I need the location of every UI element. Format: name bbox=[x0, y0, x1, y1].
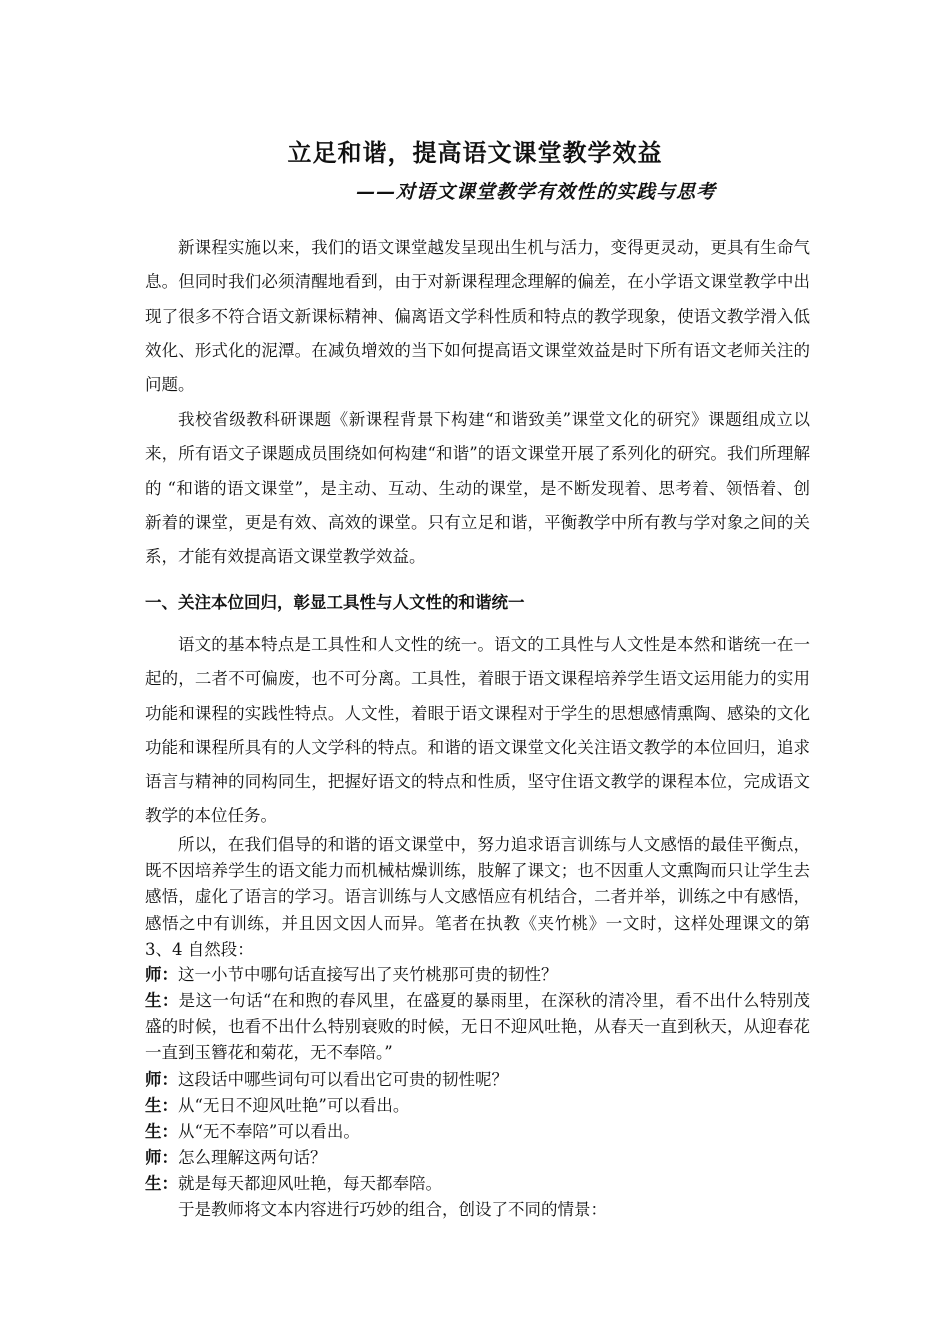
speaker-label: 生： bbox=[145, 991, 179, 1010]
dialogue-line bbox=[145, 1119, 810, 1145]
speaker-label: 生： bbox=[145, 1122, 178, 1141]
dialogue-text: 就是每天都迎风吐艳，每天都奉陪。 bbox=[178, 1174, 442, 1193]
speaker-label: 生： bbox=[145, 1174, 178, 1193]
speaker-label: 师： bbox=[145, 965, 178, 984]
dialogue-line bbox=[145, 1171, 810, 1197]
paragraph-research: 我校省级教科研课题《新课程背景下构建“和谐致美”课堂文化的研究》课题组成立以来，所有语文子课题成员围绕如何构建“和谐”的语文课堂开展了系列化的研究。我们所理解的 “和谐的语文课堂”，是主动、互动、生动的课堂，是不断发现着、思考着、领悟着、创新着的课堂，更是有效、高效的课堂。只有立足和谐，平衡教学中所有教与学对象之间的关系，才能有效提高语文课堂教学效益。 bbox=[145, 410, 810, 567]
dialogue-line bbox=[145, 962, 810, 988]
dialogue-line bbox=[145, 1093, 810, 1119]
paragraph-intro: 新课程实施以来，我们的语文课堂越发呈现出生机与活力，变得更灵动，更具有生命气息。但同时我们必须清醒地看到，由于对新课程理念理解的偏差，在小学语文课堂教学中出现了很多不符合语文新课标精神、偏离语文学科性质和特点的教学现象，使语文教学滑入低效化、形式化的泥潭。在减负增效的当下如何提高语文课堂效益是时下所有语文老师关注的问题。 bbox=[145, 238, 810, 395]
dialogue-line bbox=[145, 1067, 810, 1093]
speaker-label: 师： bbox=[145, 1148, 178, 1167]
dialogue-text: 是这一句话“在和煦的春风里，在盛夏的暴雨里，在深秋的清冷里，看不出什么特别茂盛的时候，也看不出什么特别衰败的时候，无日不迎风吐艳，从春天一直到秋天，从迎春花一直到玉簪花和菊花，无不奉陪。” bbox=[145, 991, 810, 1063]
paragraph-characteristics: 语文的基本特点是工具性和人文性的统一。语文的工具性与人文性是本然和谐统一在一起的，二者不可偏废，也不可分离。工具性，着眼于语文课程培养学生语文运用能力的实用功能和课程的实践性特点。人文性，着眼于语文课程对于学生的思想感情熏陶、感染的文化功能和课程所具有的人文学科的特点。和谐的语文课堂文化关注语文教学的本位回归，追求语言与精神的同构同生，把握好语文的特点和性质，坚守住语文教学的课程本位，完成语文教学的本位任务。 bbox=[145, 635, 810, 826]
dialogue-text: 从“无不奉陪”可以看出。 bbox=[178, 1122, 360, 1141]
dialogue-line bbox=[145, 988, 810, 1067]
paragraph-scenario: 于是教师将文本内容进行巧妙的组合，创设了不同的情景： bbox=[178, 1200, 607, 1219]
document-subtitle: ——对语文课堂教学有效性的实践与思考 bbox=[356, 181, 717, 203]
dialogue-text: 这一小节中哪句话直接写出了夹竹桃那可贵的韧性？ bbox=[178, 965, 558, 984]
dialogue-text: 怎么理解这两句话？ bbox=[178, 1148, 327, 1167]
dialogue-text: 这段话中哪些词句可以看出它可贵的韧性呢？ bbox=[178, 1070, 508, 1089]
dialogue-line bbox=[145, 1145, 810, 1171]
document-title: 立足和谐，提高语文课堂教学效益 bbox=[287, 139, 663, 167]
section-heading: 一、关注本位回归，彰显工具性与人文性的和谐统一 bbox=[145, 593, 525, 612]
dialogue-text: 从“无日不迎风吐艳”可以看出。 bbox=[178, 1096, 410, 1115]
speaker-label: 生： bbox=[145, 1096, 178, 1115]
speaker-label: 师： bbox=[145, 1070, 178, 1089]
paragraph-balance: 所以，在我们倡导的和谐的语文课堂中，努力追求语言训练与人文感悟的最佳平衡点，既不因培养学生的语文能力而机械枯燥训练，肢解了课文；也不因重人文熏陶而只让学生去感悟，虚化了语言的学习。语言训练与人文感悟应有机结合，二者并举，训练之中有感悟，感悟之中有训练，并且因文因人而异。笔者在执教《夹竹桃》一文时，这样处理课文的第 3、4 自然段： bbox=[145, 835, 810, 959]
